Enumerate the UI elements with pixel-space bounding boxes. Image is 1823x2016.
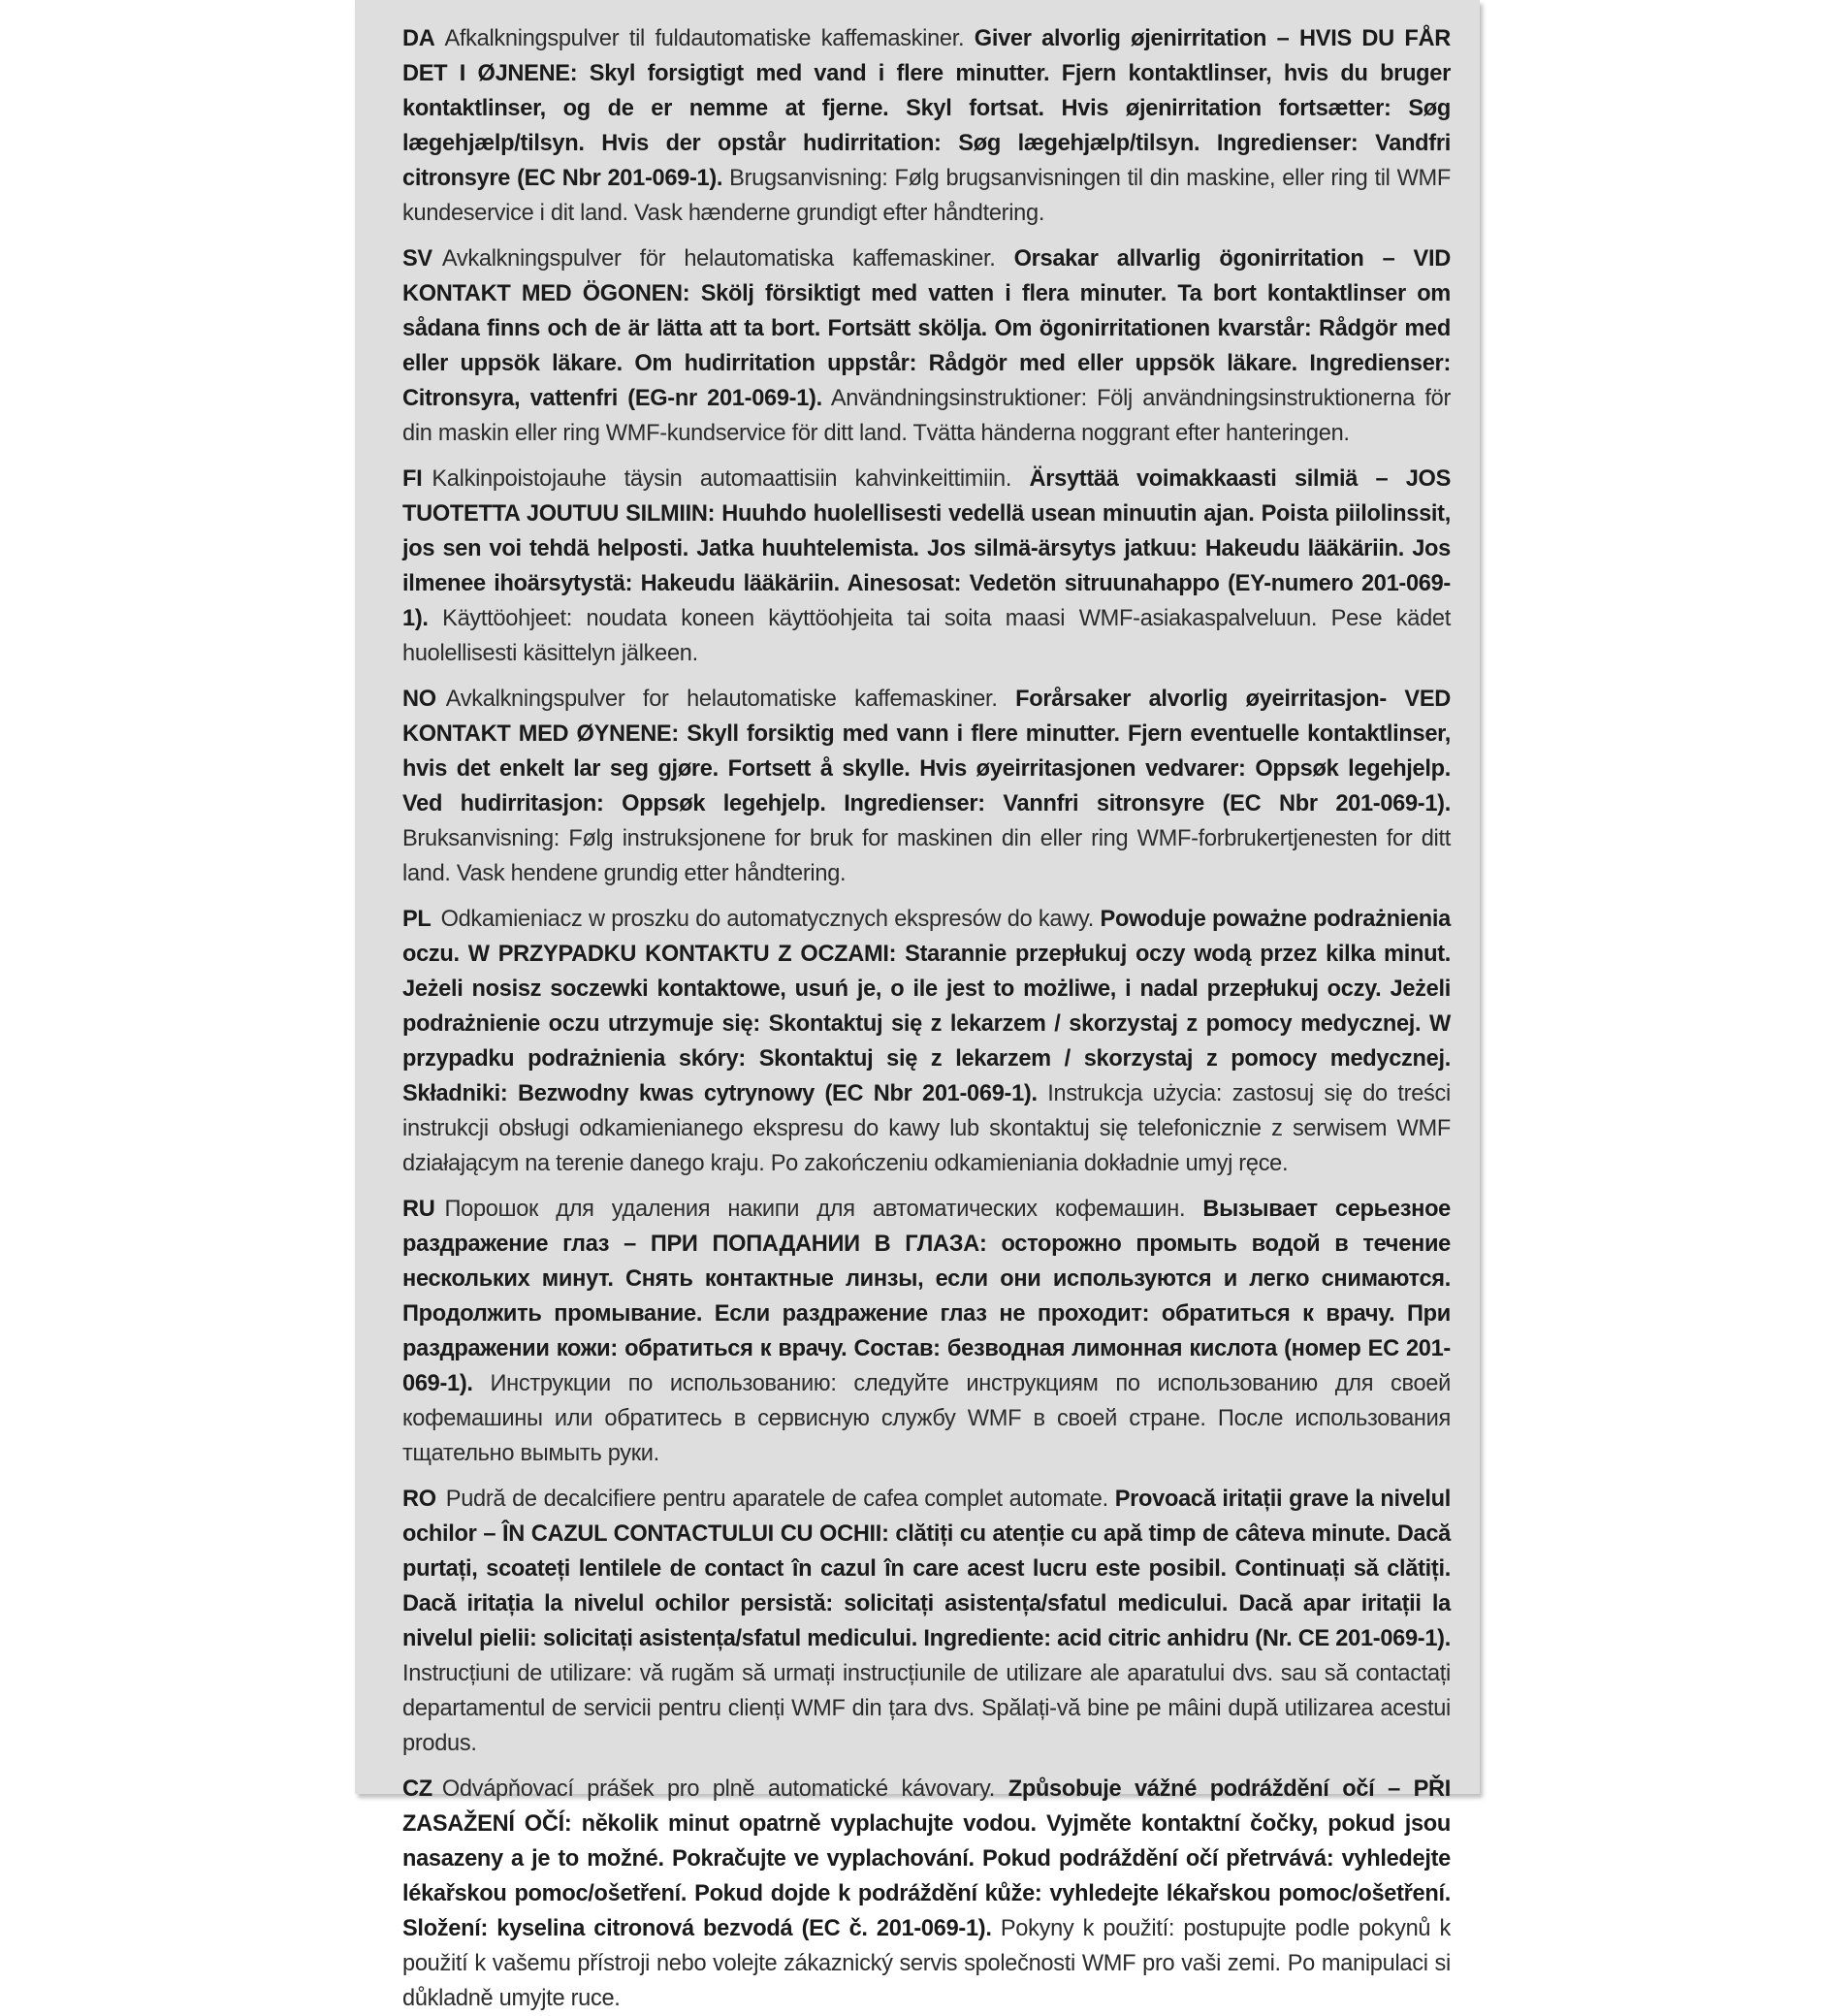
product-description: Odkamieniacz w proszku do automatycznych ekspresów do kawy. bbox=[440, 907, 1094, 932]
language-section-cz bbox=[402, 1772, 1451, 2016]
language-code: RO bbox=[402, 1487, 436, 1512]
usage-instructions: Käyttöohjeet: noudata koneen käyttöohjeita tai soita maasi WMF-asiakaspalveluun. Pese kädet huolellisesti käsittelyn jälkeen. bbox=[402, 606, 1451, 666]
language-section-no bbox=[402, 682, 1451, 891]
hazard-warning: Způsobuje vážné podráždění očí – PŘI ZASAŽENÍ OČÍ: několik minut opatrně vyplachujte vodou. Vyjměte kontaktní čočky, pokud jsou nasazeny a je to možné. Pokračujte ve vyplachování. Pokud podráždění očí přetrvává: vyhledejte lékařskou pomoc/ošetření. Pokud dojde k podráždění kůže: vyhledejte lékařskou pomoc/ošetření. Složení: kyselina citronová bezvodá (EC č. 201-069-1). bbox=[402, 1776, 1451, 1941]
language-code: RU bbox=[402, 1197, 435, 1222]
hazard-warning: Giver alvorlig øjenirritation – HVIS DU FÅR DET I ØJNENE: Skyl forsigtigt med vand i flere minutter. Fjern kontaktlinser, hvis du bruger kontaktlinser, og de er nemme at fjerne. Skyl fortsat. Hvis øjenirritation fortsætter: Søg lægehjælp/tilsyn. Hvis der opstår hudirritation: Søg lægehjælp/tilsyn. Ingredienser: Vandfri citronsyre (EC Nbr 201-069-1). bbox=[402, 26, 1451, 191]
hazard-warning: Forårsaker alvorlig øyeirritasjon- VED KONTAKT MED ØYNENE: Skyll forsiktig med vann i flere minutter. Fjern eventuelle kontaktlinser, hvis det enkelt lar seg gjøre. Fortsett å skylle. Hvis øyeirritasjonen vedvarer: Oppsøk legehjelp. Ved hudirritasjon: Oppsøk legehjelp. Ingredienser: Vannfri sitronsyre (EC Nbr 201-069-1). bbox=[402, 687, 1451, 816]
language-section-da bbox=[402, 21, 1451, 231]
language-code: PL bbox=[402, 907, 432, 932]
product-description: Kalkinpoistojauhe täysin automaattisiin kahvinkeittimiin. bbox=[432, 466, 1012, 492]
language-section-ru bbox=[402, 1192, 1451, 1471]
language-code: DA bbox=[402, 26, 435, 51]
language-section-sv bbox=[402, 241, 1451, 451]
product-label-panel bbox=[355, 0, 1480, 2011]
language-code: FI bbox=[402, 466, 423, 492]
product-description: Avkalkningspulver för helautomatiska kaffemaskiner. bbox=[441, 246, 996, 272]
language-section-ro bbox=[402, 1482, 1451, 1761]
hazard-warning: Powoduje poważne podrażnienia oczu. W PRZYPADKU KONTAKTU Z OCZAMI: Starannie przepłukuj oczy wodą przez kilka minut. Jeżeli nosisz soczewki kontaktowe, usuń je, o ile jest to możliwe, i nadal przepłukuj oczy. Jeżeli podrażnienie oczu utrzymuje się: Skontaktuj się z lekarzem / skorzystaj z pomocy medycznej. W przypadku podrażnienia skóry: Skontaktuj się z lekarzem / skorzystaj z pomocy medycznej. Składniki: Bezwodny kwas cytrynowy (EC Nbr 201-069-1). bbox=[402, 907, 1451, 1106]
usage-instructions: Instrucțiuni de utilizare: vă rugăm să urmați instrucțiunile de utilizare ale aparatului dvs. sau să contactați departamentul de servicii pentru clienți WMF din țara dvs. Spălați-vă bine pe mâini după utilizarea acestui produs. bbox=[402, 1661, 1451, 1756]
product-description: Afkalkningspulver til fuldautomatiske kaffemaskiner. bbox=[444, 26, 965, 51]
language-code: NO bbox=[402, 687, 436, 712]
product-description: Pudră de decalcifiere pentru aparatele de cafea complet automate. bbox=[445, 1487, 1108, 1512]
language-code: SV bbox=[402, 246, 432, 272]
usage-instructions: Instrukcja użycia: zastosuj się do treści instrukcji obsługi odkamienianego ekspresu do kawy lub skontaktuj się telefonicznie z serwisem WMF działającym na terenie danego kraju. Po zakończeniu odkamieniania dokładnie umyj ręce. bbox=[402, 1081, 1451, 1176]
language-section-fi bbox=[402, 462, 1451, 671]
hazard-warning: Provoacă iritații grave la nivelul ochilor – ÎN CAZUL CONTACTULUI CU OCHII: clătiți cu atenție cu apă timp de câteva minute. Dacă purtați, scoateți lentilele de contact în cazul în care acest lucru este posibil. Continuați să clătiți. Dacă iritația la nivelul ochilor persistă: solicitați asistența/sfatul medicului. Dacă apar iritații la nivelul pielii: solicitați asistența/sfatul medicului. Ingrediente: acid citric anhidru (Nr. CE 201-069-1). bbox=[402, 1487, 1451, 1651]
usage-instructions: Användningsinstruktioner: Följ användningsinstruktionerna för din maskin eller ring WMF-kundservice för ditt land. Tvätta händerna noggrant efter hanteringen. bbox=[402, 386, 1452, 446]
product-description: Odvápňovací prášek pro plně automatické kávovary. bbox=[441, 1776, 996, 1802]
product-description: Avkalkningspulver for helautomatiske kaffemaskiner. bbox=[445, 687, 998, 712]
hazard-warning: Ärsyttää voimakkaasti silmiä – JOS TUOTETTA JOUTUU SILMIIN: Huuhdo huolellisesti vedellä usean minuutin ajan. Poista piilolinssit, jos sen voi tehdä helposti. Jatka huuhtelemista. Jos silmä-ärsytys jatkuu: Hakeudu lääkäriin. Jos ilmenee ihoärsytystä: Hakeudu lääkäriin. Ainesosat: Vedetön sitruunahappo (EY-numero 201-069-1). bbox=[402, 466, 1452, 631]
product-description: Порошок для удаления накипи для автоматических кофемашин. bbox=[444, 1197, 1186, 1222]
hazard-warning: Orsakar allvarlig ögonirritation – VID KONTAKT MED ÖGONEN: Skölj försiktigt med vatten i flera minuter. Ta bort kontaktlinser om sådana finns och de är lätta att ta bort. Fortsätt skölja. Om ögonirritationen kvarstår: Rådgör med eller uppsök läkare. Om hudirritation uppstår: Rådgör med eller uppsök läkare. Ingredienser: Citronsyra, vattenfri (EG-nr 201-069-1). bbox=[402, 246, 1451, 411]
usage-instructions: Brugsanvisning: Følg brugsanvisningen til din maskine, eller ring til WMF kundeservice i dit land. Vask hænderne grundigt efter håndtering. bbox=[402, 166, 1451, 226]
language-section-pl bbox=[402, 902, 1451, 1181]
usage-instructions: Bruksanvisning: Følg instruksjonene for bruk for maskinen din eller ring WMF-forbrukertjenesten for ditt land. Vask hendene grundig etter håndtering. bbox=[402, 826, 1451, 886]
language-code: CZ bbox=[402, 1776, 432, 1802]
usage-instructions: Pokyny k použití: postupujte podle pokynů k použití k vašemu přístroji nebo volejte zákaznický servis společnosti WMF pro vaši zemi. Po manipulaci si důkladně umyjte ruce. bbox=[402, 1916, 1452, 2011]
usage-instructions: Инструкции по использованию: следуйте инструкциям по использованию для своей кофемашины или обратитесь в сервисную службу WMF в своей стране. После использования тщательно вымыть руки. bbox=[402, 1371, 1451, 1466]
hazard-warning: Вызывает серьезное раздражение глаз – ПРИ ПОПАДАНИИ В ГЛАЗА: осторожно промыть водой в течение нескольких минут. Снять контактные линзы, если они используются и легко снимаются. Продолжить промывание. Если раздражение глаз не проходит: обратиться к врачу. При раздражении кожи: обратиться к врачу. Состав: безводная лимонная кислота (номер ЕС 201-069-1). bbox=[402, 1197, 1452, 1396]
